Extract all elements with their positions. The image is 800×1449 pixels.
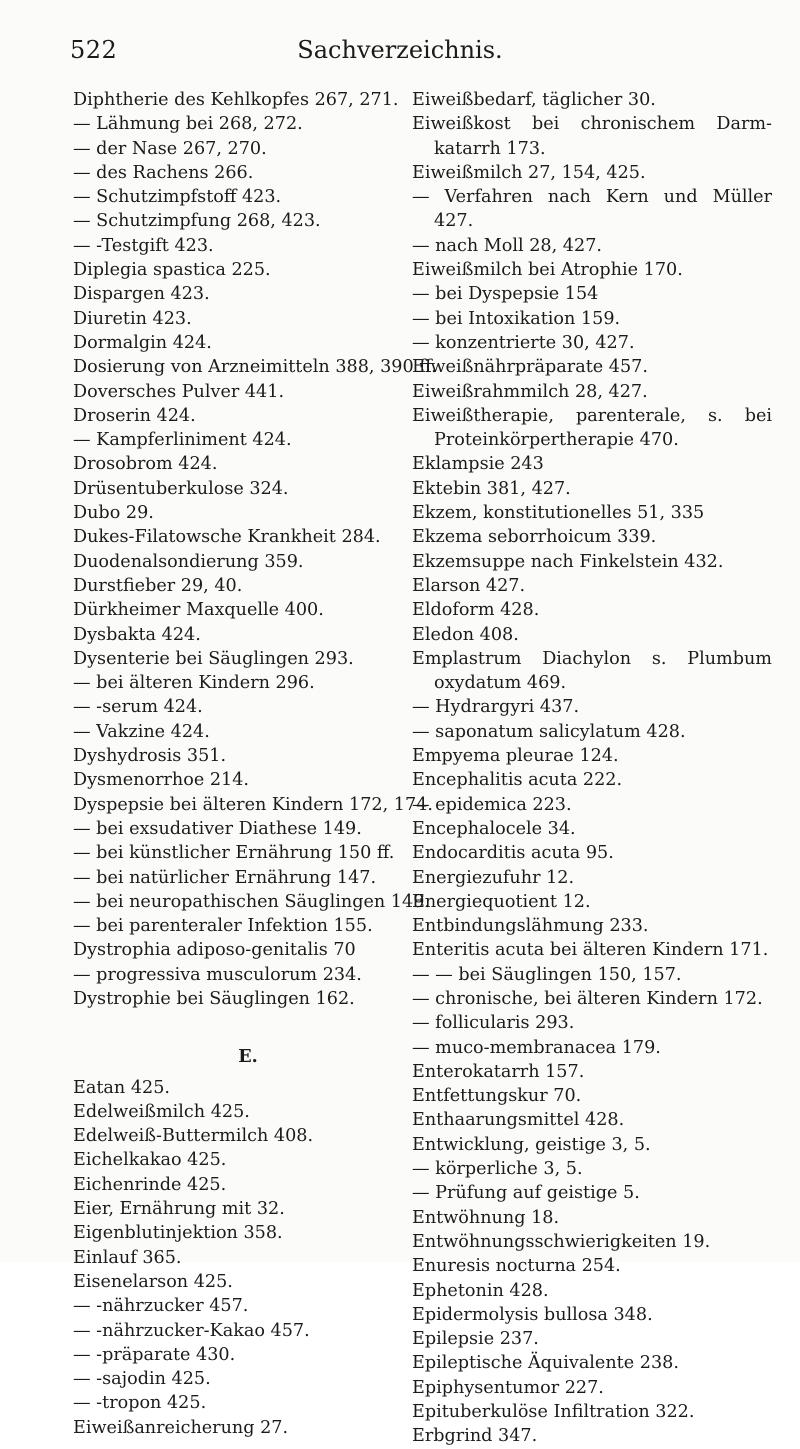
index-entry-continuation: Proteinkörpertherapie 470. <box>434 430 679 451</box>
index-entry <box>412 258 772 282</box>
index-entry-text: — epidemica 223. <box>412 794 572 815</box>
index-entry <box>412 914 772 938</box>
index-section-e-continued <box>412 88 772 1449</box>
index-entry <box>412 1181 772 1205</box>
index-entry: Dystrophie bei Säuglingen 162. <box>73 988 355 1009</box>
index-entry: Dispargen 423. <box>73 284 210 305</box>
index-entry <box>412 1303 772 1327</box>
index-entry: — -sajodin 425. <box>73 1369 211 1390</box>
index-entry: Drüsentuberkulose 324. <box>73 478 289 499</box>
index-entry: Eatan 425. <box>73 1077 170 1098</box>
index-entry: Dyshydrosis 351. <box>73 746 227 767</box>
index-entry <box>412 1327 772 1351</box>
index-entry <box>412 404 772 453</box>
index-entry <box>412 501 772 525</box>
index-entry: — Kampferliniment 424. <box>73 430 292 451</box>
index-entry: Eigenblutinjektion 358. <box>73 1223 283 1244</box>
index-entry-text: Ephetonin 428. <box>412 1280 549 1301</box>
index-entry-text: Entbindungslähmung 233. <box>412 916 649 937</box>
index-entry <box>412 1351 772 1375</box>
index-entry <box>412 1376 772 1400</box>
index-entry-text: Eiweißbedarf, täglicher 30. <box>412 90 656 110</box>
index-entry-continuation: katarrh 173. <box>434 138 546 159</box>
index-entry <box>412 380 772 404</box>
index-entry <box>412 598 772 622</box>
index-entry-text: — follicularis 293. <box>412 1013 575 1034</box>
index-entry <box>412 1060 772 1084</box>
page-number: 522 <box>70 36 118 64</box>
index-entry: Droserin 424. <box>73 405 196 426</box>
index-entry: — Schutzimpfung 268, 423. <box>73 211 321 232</box>
index-entry <box>412 1036 772 1060</box>
index-entry-text: — nach Moll 28, 427. <box>412 235 602 256</box>
index-entry: Diplegia spastica 225. <box>73 260 271 281</box>
index-entry <box>412 890 772 914</box>
index-entry: Drosobrom 424. <box>73 454 218 475</box>
index-entry: — -serum 424. <box>73 697 203 718</box>
index-entry-text: Ekzema seborrhoicum 339. <box>412 527 657 548</box>
index-entry: Dysenterie bei Säuglingen 293. <box>73 648 354 669</box>
index-entry: — -nährzucker 457. <box>73 1296 249 1317</box>
index-entry: — -Testgift 423. <box>73 235 214 256</box>
index-entry: Dosierung von Arzneimitteln 388, 390 ff. <box>73 357 437 378</box>
index-entry-text: Empyema pleurae 124. <box>412 746 619 767</box>
index-entry: — -tropon 425. <box>73 1393 207 1414</box>
index-entry-text: — Hydrargyri 437. <box>412 697 580 718</box>
index-entry: Diphtherie des Kehlkopfes 267, 271. <box>73 90 399 110</box>
index-entry-text: Epiphysentumor 227. <box>412 1377 604 1398</box>
index-entry: Dubo 29. <box>73 503 154 524</box>
index-entry-text: Ekzem, konstitutionelles 51, 335 <box>412 503 705 524</box>
left-column <box>73 88 437 1440</box>
index-entry: Edelweißmilch 425. <box>73 1101 250 1122</box>
index-entry-text: Encephalocele 34. <box>412 818 576 839</box>
index-entry-text: Ektebin 381, 427. <box>412 478 571 499</box>
index-entry <box>412 161 772 185</box>
index-entry: Dysmenorrhoe 214. <box>73 770 250 791</box>
index-entry <box>412 1133 772 1157</box>
index-entry <box>412 1279 772 1303</box>
index-entry <box>412 88 772 112</box>
index-entry <box>412 987 772 1011</box>
index-entry <box>412 963 772 987</box>
index-entry-continuation: 427. <box>434 211 474 232</box>
index-entry <box>412 768 772 792</box>
index-entry <box>412 695 772 719</box>
index-entry <box>412 1400 772 1424</box>
index-entry <box>412 477 772 501</box>
index-entry <box>412 647 772 696</box>
index-entry-text: Endocarditis acuta 95. <box>412 843 614 864</box>
index-entry-text: Enthaarungsmittel 428. <box>412 1110 625 1131</box>
index-entry: Eichelkakao 425. <box>73 1150 227 1171</box>
index-entry: — bei künstlicher Ernährung 150 ff. <box>73 843 395 864</box>
index-entry <box>412 331 772 355</box>
index-entry-text: Energiequotient 12. <box>412 891 591 912</box>
index-entry <box>412 452 772 476</box>
index-entry <box>412 112 772 161</box>
index-entry <box>412 1011 772 1035</box>
index-entry-text: Elarson 427. <box>412 575 526 596</box>
index-entry: Dormalgin 424. <box>73 332 212 353</box>
index-entry-text: Eldoform 428. <box>412 600 540 621</box>
index-entry <box>412 234 772 258</box>
index-entry: — progressiva musculorum 234. <box>73 964 362 985</box>
index-entry <box>412 1084 772 1108</box>
index-entry-text: — — bei Säuglingen 150, 157. <box>412 964 682 985</box>
index-entry: Diuretin 423. <box>73 308 192 329</box>
index-entry: Eier, Ernährung mit 32. <box>73 1199 285 1220</box>
page-header <box>0 30 800 70</box>
index-entry: Edelweiß-Buttermilch 408. <box>73 1126 314 1147</box>
index-entry: — bei parenteraler Infektion 155. <box>73 916 373 937</box>
index-entry-text: Eiweißnährpräparate 457. <box>412 357 648 378</box>
index-entry-text: Entwicklung, geistige 3, 5. <box>412 1134 651 1155</box>
index-entry <box>412 307 772 331</box>
index-entry <box>412 185 772 234</box>
index-entry: — Schutzimpfstoff 423. <box>73 187 282 208</box>
index-entry <box>412 1157 772 1181</box>
index-entry <box>412 550 772 574</box>
index-entry: Eisenelarson 425. <box>73 1271 233 1292</box>
index-entry-text: Eledon 408. <box>412 624 519 645</box>
index-entry-text: — bei Intoxikation 159. <box>412 308 621 329</box>
index-entry-text: Erbgrind 347. <box>412 1426 538 1447</box>
index-entry-text: Entfettungskur 70. <box>412 1086 582 1107</box>
index-entry <box>412 744 772 768</box>
index-entry-text: Entwöhnung 18. <box>412 1207 560 1228</box>
index-entry: Durstfieber 29, 40. <box>73 575 243 596</box>
index-entry: Eichenrinde 425. <box>73 1174 227 1195</box>
index-entry <box>412 574 772 598</box>
index-entry <box>412 1206 772 1230</box>
index-entry-text: Energiezufuhr 12. <box>412 867 575 888</box>
index-entry <box>412 355 772 379</box>
index-entry-text: Enteritis acuta bei älteren Kindern 171. <box>412 940 769 961</box>
index-entry: — der Nase 267, 270. <box>73 138 267 159</box>
index-entry: Dyspepsie bei älteren Kindern 172, 174. <box>73 794 433 815</box>
index-entry-text: Epileptische Äquivalente 238. <box>412 1353 679 1374</box>
index-entry: — -nährzucker-Kakao 457. <box>73 1320 310 1341</box>
index-entry-text: Ekzemsuppe nach Finkelstein 432. <box>412 551 724 572</box>
index-entry <box>412 866 772 890</box>
index-entry <box>412 282 772 306</box>
index-entry: — bei neuropathischen Säuglingen 149. <box>73 891 430 912</box>
index-entry-text: Emplastrum Diachylon s. Plumbum <box>412 648 772 669</box>
index-entry-text: Epidermolysis bullosa 348. <box>412 1304 653 1325</box>
index-entry-text: — Verfahren nach Kern und Müller <box>412 187 772 208</box>
index-entry-text: Epilepsie 237. <box>412 1329 539 1350</box>
index-entry-text: Eiweißkost bei chronischem Darm- <box>412 114 772 135</box>
index-entry <box>412 1254 772 1278</box>
index-entry: — bei natürlicher Ernährung 147. <box>73 867 377 888</box>
index-entry <box>412 525 772 549</box>
index-entry: Duodenalsondierung 359. <box>73 551 304 572</box>
section-letter-e: E. <box>238 1046 258 1068</box>
index-entry-text: Eiweißmilch 27, 154, 425. <box>412 162 646 183</box>
index-entry-text: — saponatum salicylatum 428. <box>412 721 686 742</box>
index-entry: Dürkheimer Maxquelle 400. <box>73 600 324 621</box>
index-entry <box>412 841 772 865</box>
index-entry: Dukes-Filatowsche Krankheit 284. <box>73 527 381 548</box>
right-column <box>412 88 772 1449</box>
index-entry-text: — Prüfung auf geistige 5. <box>412 1183 640 1204</box>
index-entry: Einlauf 365. <box>73 1247 182 1268</box>
index-entry-text: Eklampsie 243 <box>412 454 544 475</box>
index-entry <box>412 623 772 647</box>
index-entry-text: Eiweißmilch bei Atrophie 170. <box>412 260 683 281</box>
index-entry: Doversches Pulver 441. <box>73 381 285 402</box>
index-entry <box>412 1424 772 1448</box>
index-entry <box>412 1230 772 1254</box>
index-entry-text: Enuresis nocturna 254. <box>412 1256 621 1277</box>
index-entry <box>412 938 772 962</box>
index-entry-text: — bei Dyspepsie 154 <box>412 284 599 305</box>
index-entry-text: — konzentrierte 30, 427. <box>412 332 635 353</box>
index-entry: — -präparate 430. <box>73 1344 236 1365</box>
index-entry: Eiweißanreicherung 27. <box>73 1417 289 1438</box>
index-entry: — Vakzine 424. <box>73 721 210 742</box>
index-entry-text: Encephalitis acuta 222. <box>412 770 623 791</box>
running-head-title: Sachverzeichnis. <box>297 36 503 64</box>
index-entry-text: — chronische, bei älteren Kindern 172. <box>412 988 763 1009</box>
index-entry-text: Entwöhnungsschwierigkeiten 19. <box>412 1231 711 1252</box>
index-entry: — bei exsudativer Diathese 149. <box>73 818 362 839</box>
index-section-e <box>73 1076 423 1440</box>
index-entry-text: Epituberkulöse Infiltration 322. <box>412 1402 695 1423</box>
index-entry: Dystrophia adiposo-genitalis 70 <box>73 940 356 961</box>
index-entry-text: — körperliche 3, 5. <box>412 1159 583 1180</box>
index-entry: — Lähmung bei 268, 272. <box>73 114 303 135</box>
index-entry <box>412 720 772 744</box>
index-entry-text: — muco-membranacea 179. <box>412 1037 661 1058</box>
index-entry <box>412 793 772 817</box>
index-entry <box>412 817 772 841</box>
index-entry <box>412 1108 772 1132</box>
index-entry: — des Rachens 266. <box>73 162 254 183</box>
index-entry-continuation: oxydatum 469. <box>434 673 567 694</box>
index-section-d <box>73 88 437 1011</box>
index-entry: — bei älteren Kindern 296. <box>73 673 315 694</box>
index-entry-text: Eiweißtherapie, parenterale, s. bei <box>412 405 772 426</box>
index-entry-text: Eiweißrahmmilch 28, 427. <box>412 381 648 402</box>
index-entry: Dysbakta 424. <box>73 624 201 645</box>
index-entry-text: Enterokatarrh 157. <box>412 1061 585 1082</box>
